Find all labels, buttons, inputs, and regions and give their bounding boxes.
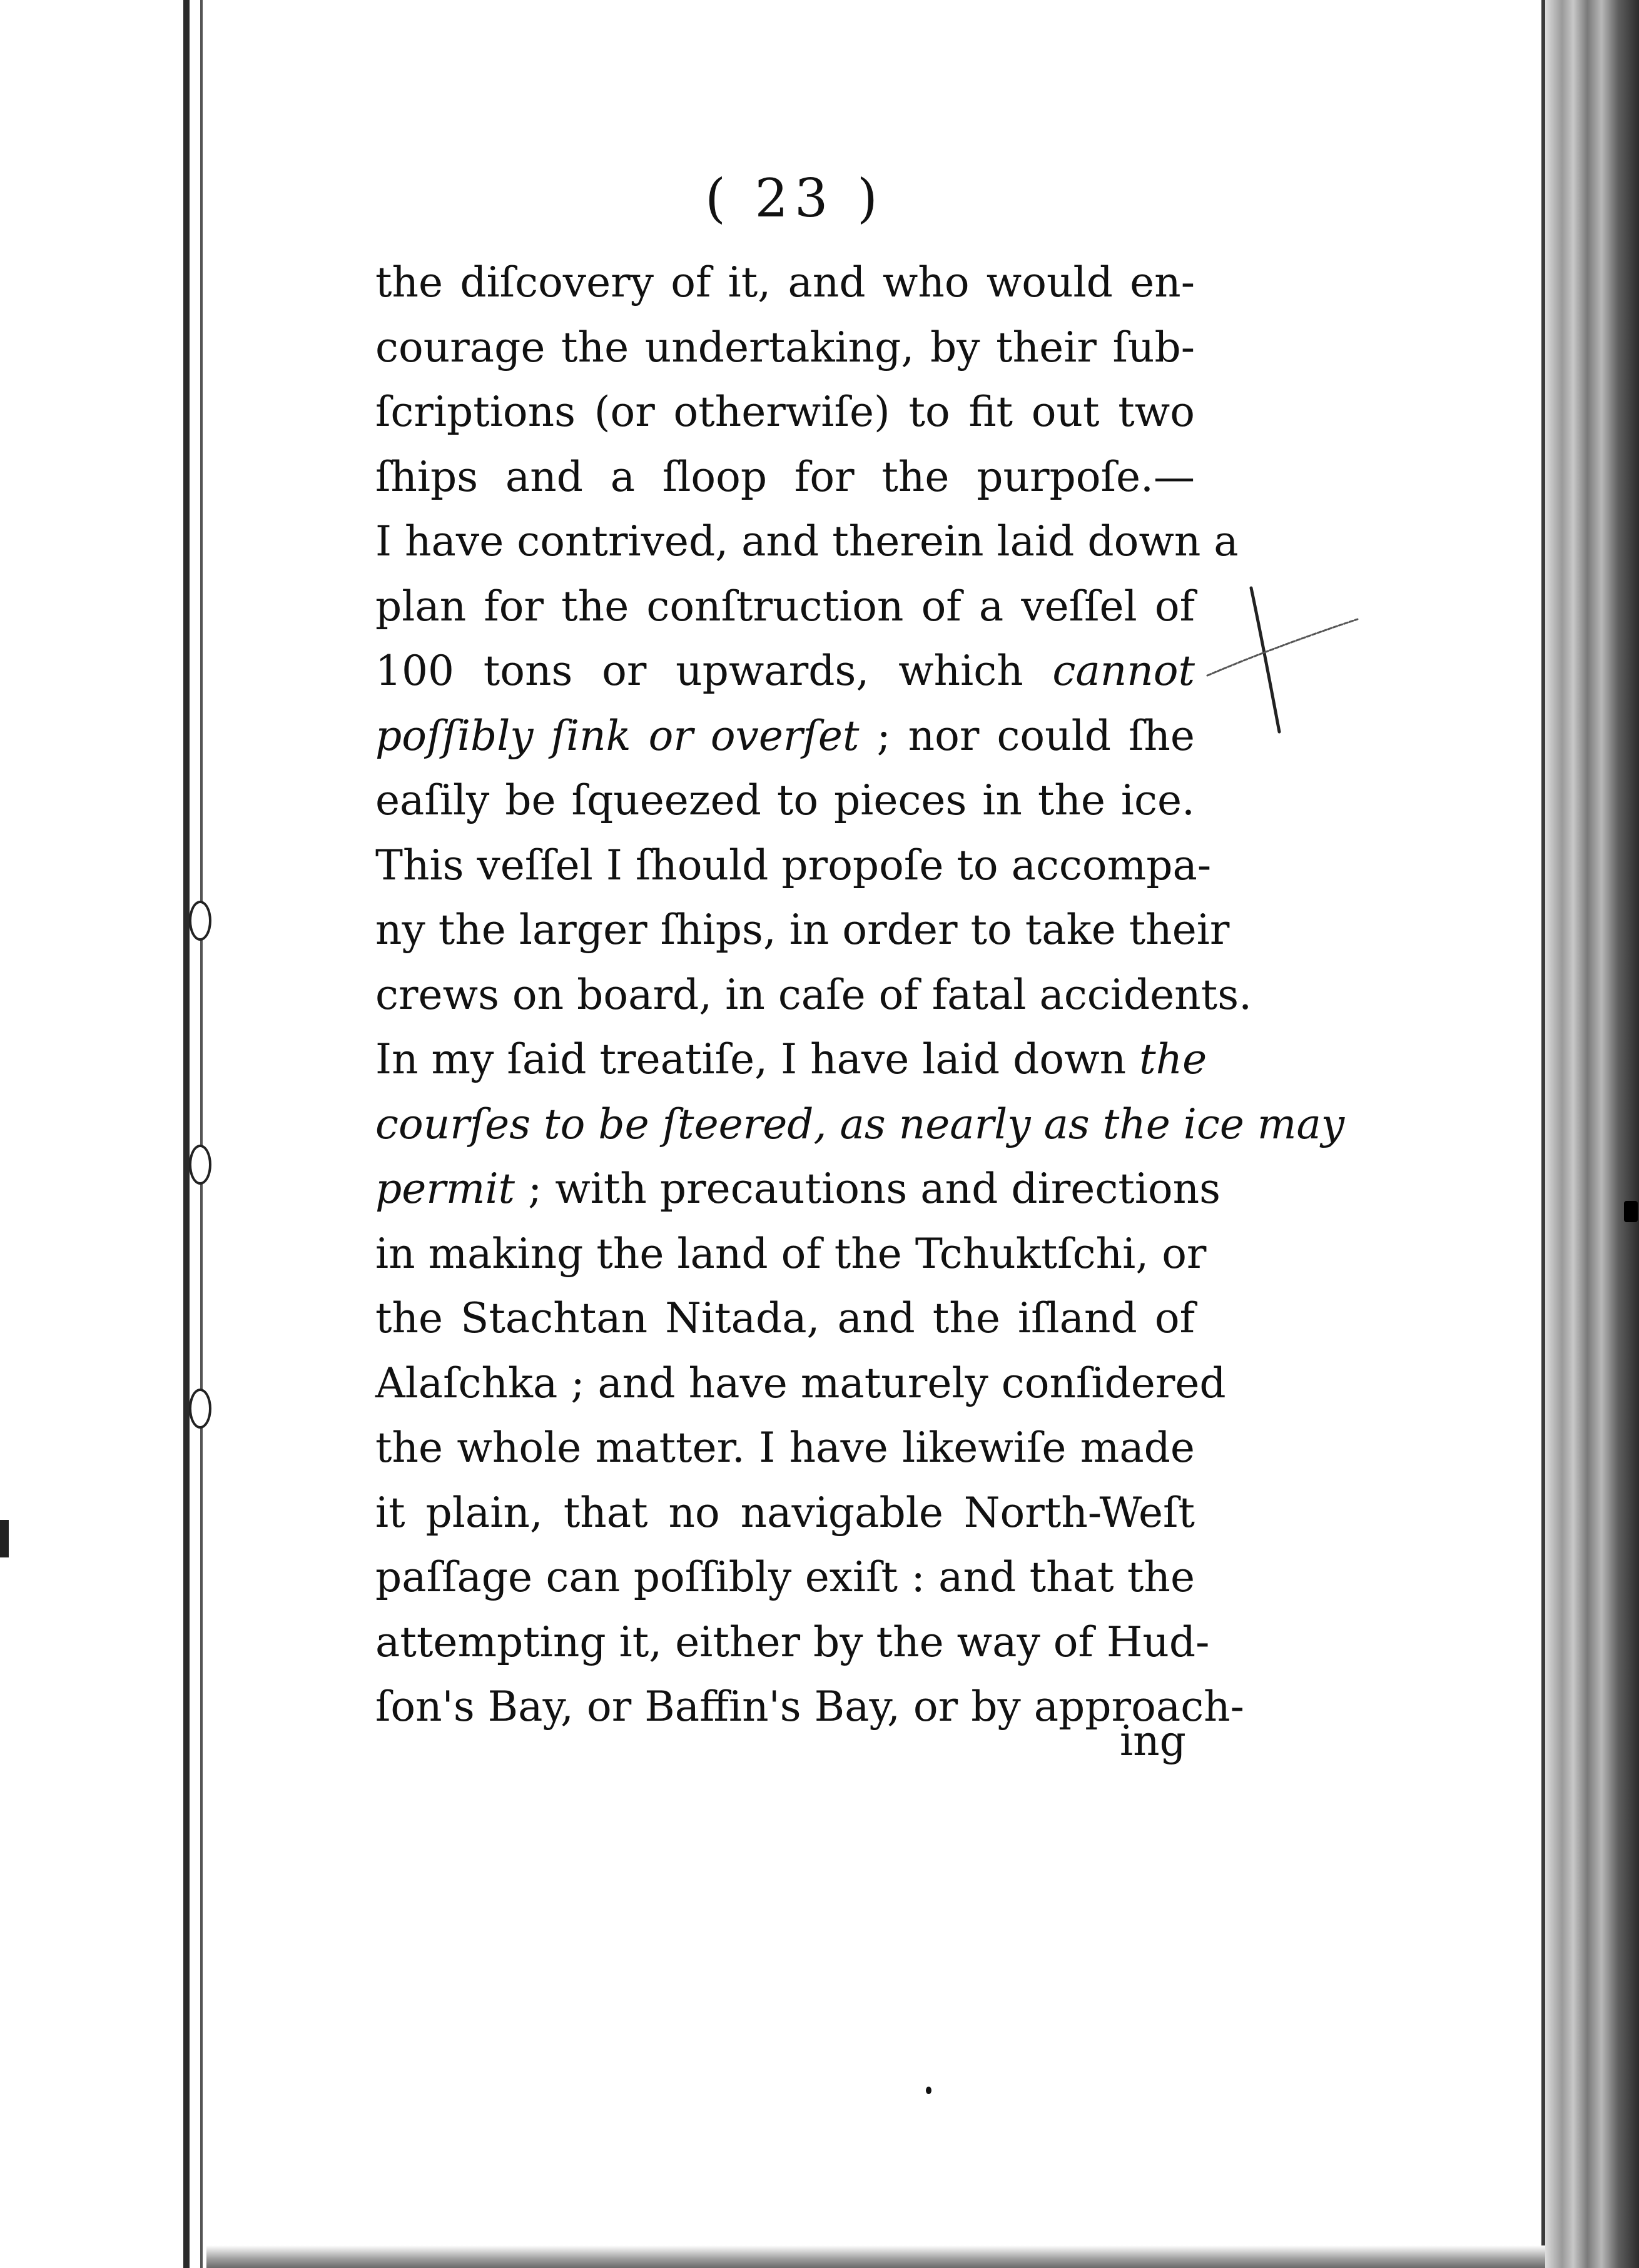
italic-text: permit: [375, 1165, 515, 1213]
text-run: the whole matter. I have likewiſe made: [375, 1424, 1195, 1472]
text-line: [375, 1222, 1207, 1287]
text-line: [375, 1351, 1226, 1416]
text-line: [375, 1674, 1244, 1739]
text-run: courage the undertaking, by their ſub-: [375, 323, 1195, 372]
text-line: [375, 250, 1195, 315]
text-run: 100 tons or upwards, which: [375, 647, 1053, 695]
text-line: [375, 768, 1195, 833]
body-text: [375, 250, 1345, 1739]
text-run: crews on board, in caſe of fatal accidents.: [375, 970, 1252, 1019]
page-edge-shadow: [1545, 0, 1639, 2268]
text-line: [375, 1481, 1195, 1546]
text-run: In my ſaid treatiſe, I have laid down: [375, 1035, 1140, 1083]
text-line: [375, 1157, 1221, 1222]
binding-stitch: [189, 1145, 211, 1185]
text-line: [375, 1027, 1207, 1092]
text-run: attempting it, either by the way of Hud-: [375, 1617, 1210, 1666]
binding-edge-inner: [200, 0, 203, 2268]
text-run: the diſcovery of it, and who would en-: [375, 258, 1195, 306]
text-line: [375, 1092, 1345, 1157]
text-run: in making the land of the Tchuktſchi, or: [375, 1229, 1207, 1278]
facing-page-margin: [0, 0, 188, 2268]
text-run: paſſage can poſſibly exiſt : and that the: [375, 1553, 1195, 1601]
text-run: I have contrived, and therein laid down a: [375, 517, 1239, 565]
text-run: ſhips and a ſloop for the purpoſe.—: [375, 452, 1195, 501]
text-line: [375, 1286, 1195, 1351]
text-line: [375, 380, 1195, 445]
italic-text: cannot: [1052, 647, 1195, 695]
text-run: ny the larger ſhips, in order to take their: [375, 906, 1230, 954]
page-number: ( 23 ): [705, 168, 884, 229]
ink-speck: [926, 2087, 931, 2094]
pencil-cross-mark: [1201, 582, 1364, 744]
text-line: [375, 1545, 1195, 1610]
catchword: ing: [1120, 1717, 1186, 1765]
text-run: plan for the conſtruction of a veſſel of: [375, 582, 1195, 630]
text-run: ; nor could ſhe: [859, 711, 1195, 760]
text-line: [375, 509, 1239, 574]
text-line: [375, 639, 1195, 704]
text-line: [375, 574, 1195, 639]
italic-text: the: [1139, 1035, 1207, 1083]
binding-stitch: [189, 901, 211, 941]
text-run: ; with precautions and directions: [515, 1165, 1221, 1213]
margin-mark: [1624, 1201, 1638, 1222]
text-line: [375, 704, 1195, 769]
text-line: [375, 1610, 1210, 1675]
text-run: ſon's Bay, or Baffin's Bay, or by approach-: [375, 1683, 1244, 1731]
text-line: [375, 833, 1212, 898]
text-run: it plain, that no navigable North-Weſt: [375, 1488, 1195, 1537]
bottom-edge-shadow: [206, 2245, 1545, 2268]
text-run: This veſſel I ſhould propoſe to accompa-: [375, 841, 1212, 889]
left-edge-mark: [0, 1520, 9, 1557]
binding-edge: [183, 0, 190, 2268]
text-line: [375, 445, 1195, 510]
text-line: [375, 1415, 1195, 1481]
text-run: the Stachtan Nitada, and the iſland of: [375, 1294, 1195, 1342]
text-line: [375, 898, 1230, 963]
binding-stitch: [189, 1389, 211, 1429]
text-run: Alaſchka ; and have maturely conſidered: [375, 1359, 1226, 1407]
italic-text: poſſibly ſink or overſet: [375, 711, 860, 760]
text-run: ſcriptions (or otherwiſe) to fit out two: [375, 388, 1195, 436]
text-line: [375, 315, 1195, 380]
italic-text: courſes to be ſteered, as nearly as the ice may: [375, 1100, 1345, 1148]
text-run: eaſily be ſqueezed to pieces in the ice.: [375, 776, 1195, 824]
text-line: [375, 963, 1252, 1028]
